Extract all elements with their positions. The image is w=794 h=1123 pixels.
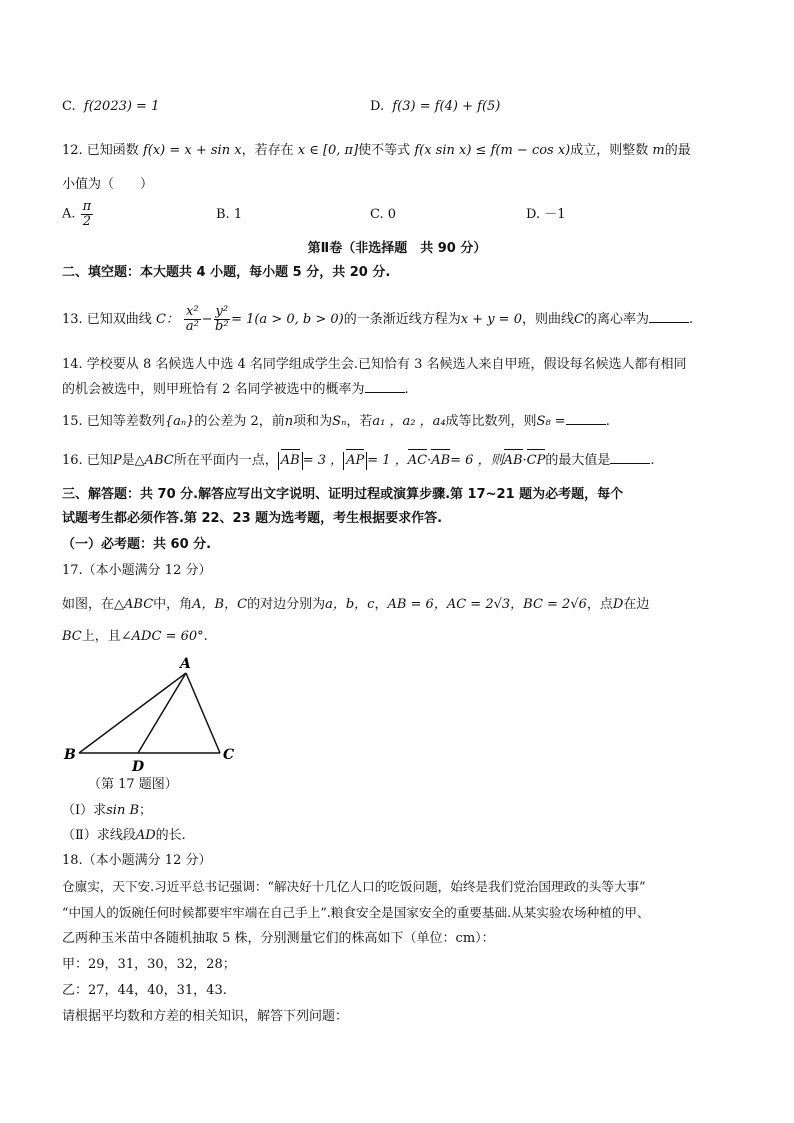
math-var: Sₙ [332, 414, 347, 429]
q12-line1 [62, 142, 691, 160]
denominator: a² [185, 319, 199, 334]
q14-line1: 14. 学校要从 8 名候选人中选 4 名同学组成学生会.已知恰有 3 名候选人来自甲班，假设每名候选人都有相同 [62, 357, 687, 372]
q11-option-c [62, 98, 159, 116]
text: 16. 已知 [62, 453, 113, 468]
math-expr: sin B [106, 803, 140, 818]
text: 成等比数列，则 [445, 414, 537, 429]
math-expr: a₁ ，a₂ ，a₄ [372, 414, 446, 429]
label-d: D [132, 759, 145, 775]
q18-line5: 乙：27，44，40，31，43. [62, 983, 227, 998]
text: 中，角 [153, 597, 193, 612]
math-var: D [612, 597, 624, 612]
text: 的最 [664, 143, 691, 158]
q12-option-c: C. 0 [370, 207, 397, 222]
answer-blank [649, 310, 689, 323]
text: ， [374, 597, 388, 612]
q11-option-d [370, 98, 500, 116]
text: 使不等式 [358, 143, 411, 158]
math-expr: a，b，c [325, 597, 375, 612]
denominator: b² [215, 319, 229, 334]
text: ； [139, 803, 153, 818]
q18-line1: 仓廪实，天下安.习近平总书记强调：“解决好十几亿人口的吃饭问题，始终是我们党治国理政的头等大事” [62, 879, 646, 894]
text: 12. 已知函数 [62, 143, 139, 158]
math-var: P [112, 453, 122, 468]
text: 15. 已知等差数列 [62, 414, 165, 429]
text: （Ⅱ）求线段 [62, 828, 136, 843]
text: 是 [121, 453, 135, 468]
text: 的长. [155, 828, 186, 843]
text: 的最大值是 [545, 453, 611, 468]
text: ，若存在 [241, 143, 294, 158]
section2-heading: 二、填空题：本大题共 4 小题，每小题 5 分，共 20 分. [62, 265, 391, 280]
segment-ad [138, 673, 186, 753]
math-expr: △ABC [134, 453, 174, 468]
q17-line1 [62, 596, 649, 614]
text: 成立，则整数 [570, 143, 649, 158]
vector: AB [503, 453, 523, 468]
q17-header: 17.（本小题满分 12 分） [62, 563, 212, 578]
option-label: A. [62, 206, 76, 222]
math-expr: x ∈ [0, π] [297, 143, 359, 158]
q15: 15. 已知等差数列{aₙ}的公差为 2，前n项和为Sₙ，若a₁ ，a₂ ，a₄成等比数列，则S₈ = . [62, 414, 610, 429]
numerator: π [82, 199, 92, 214]
math-expr: ，AC = 2√3 [433, 597, 511, 612]
text: 项和为 [293, 414, 333, 429]
part2-title: 第Ⅱ卷（非选择题 共 90 分） [307, 241, 487, 256]
text: 上，且 [81, 629, 121, 644]
side-ac [186, 673, 220, 753]
option-expr: f(3) = f(4) + f(5) [392, 99, 501, 114]
q17-figure-caption: （第 17 题图） [88, 777, 178, 792]
q17-line2 [62, 628, 208, 646]
text: 的离心率为 [583, 312, 649, 327]
math-expr: = 1(a > 0, b > 0) [231, 312, 344, 327]
answer-blank [566, 412, 606, 425]
math-expr: = 6 ，则 [450, 453, 504, 468]
section3-heading-line1: 三、解答题：共 70 分.解答应写出文字说明、证明过程或演算步骤.第 17~21 题为必考题，每个 [62, 487, 624, 502]
numerator: y² [215, 304, 229, 319]
q12-option-a [62, 200, 94, 229]
q17-part2 [62, 827, 186, 845]
label-a: A [180, 656, 191, 672]
math-var: AD [135, 828, 156, 843]
dot-operator: · [427, 453, 432, 468]
section3-heading-line2: 试题考生都必须作答.第 22、23 题为选考题，考生根据要求作答. [62, 511, 443, 526]
math-var: C [574, 312, 584, 327]
math-var: BC [62, 629, 82, 644]
denominator: 2 [82, 214, 92, 229]
vector: AB [431, 453, 451, 468]
q12-option-b: B. 1 [216, 207, 243, 222]
math-expr: f(x sin x) ≤ f(m − cos x) [414, 143, 571, 158]
math-var: n [284, 414, 294, 429]
q18-line6: 请根据平均数和方差的相关知识，解答下列问题： [62, 1009, 349, 1024]
q17-part1 [62, 802, 152, 820]
text: 在边 [623, 597, 650, 612]
math-expr: = 1 ， [367, 453, 408, 468]
math-expr: = 3 ， [302, 453, 344, 468]
vector: AP [346, 453, 365, 468]
abs-value [343, 452, 367, 470]
math-expr: S₈ = [536, 414, 566, 429]
math-expr: ，BC = 2√6 [510, 597, 587, 612]
text: ，则曲线 [521, 312, 574, 327]
math-expr: x + y = 0 [460, 312, 522, 327]
vector: AC [407, 453, 428, 468]
q16: 16. 已知P是△ABC所在平面内一点， AB = 3 ， AP = 1 ，AC·AB= 6 ，则AB·CP的最大值是 . [62, 453, 655, 468]
math-var: C： [155, 312, 179, 327]
side-ba [79, 673, 186, 753]
q12-line2: 小值为（ ） [62, 177, 154, 192]
q12-option-d: D. －1 [526, 207, 566, 222]
text: 的公差为 2，前 [194, 414, 285, 429]
text: 13. 已知双曲线 [62, 312, 152, 327]
text: ，若 [346, 414, 373, 429]
text: . [203, 629, 208, 644]
sub-heading: （一）必考题：共 60 分. [62, 537, 212, 552]
q18-line3: 乙两种玉米苗中各随机抽取 5 株，分别测量它们的株高如下（单位：cm）： [62, 931, 495, 946]
math-expr: AB = 6 [387, 597, 434, 612]
label-c: C [223, 747, 235, 763]
fraction [81, 200, 94, 229]
dot-operator: · [522, 453, 527, 468]
q18-line4: 甲：29，31，30，32，28； [62, 957, 236, 972]
text: ，点 [586, 597, 613, 612]
q17-triangle-figure [60, 652, 250, 777]
text: 如图，在 [62, 597, 115, 612]
label-b: B [64, 747, 76, 763]
abs-value [278, 452, 303, 470]
answer-blank [610, 451, 650, 464]
answer-blank [365, 380, 405, 393]
text: 所在平面内一点， [173, 453, 278, 468]
vector: CP [526, 453, 546, 468]
option-expr: f(2023) = 1 [83, 99, 160, 114]
text: 的对边分别为 [247, 597, 326, 612]
text: （Ⅰ）求 [62, 803, 107, 818]
fraction-y [214, 305, 231, 334]
text: 的机会被选中，则甲班恰有 2 名同学被选中的概率为 [62, 382, 365, 397]
text: 的一条渐近线方程为 [343, 312, 461, 327]
option-label: D. [370, 99, 385, 114]
math-expr: △ABC [114, 597, 154, 612]
math-expr: A，B，C [192, 597, 248, 612]
vector: AB [280, 453, 300, 468]
math-expr: ∠ADC = 60° [120, 629, 204, 644]
q13: 13. 已知双曲线 C： $\frac{\text{x²}}{\text{a²}}$ − $\frac{\text{y²}}{\text{b²}}$ = 1(a > 0, b > 0)的一条渐近线方程为x + y = 0，则曲线C的离心率为 . [62, 304, 694, 334]
option-label: C. [62, 99, 76, 114]
q18-line2: “中国人的饭碗任何时候都要牢牢端在自己手上”.粮食安全是国家安全的重要基础.从某实验农场种植的甲、 [62, 905, 650, 920]
q18-header: 18.（本小题满分 12 分） [62, 853, 212, 868]
numerator: x² [186, 304, 199, 319]
q14-line2: 的机会被选中，则甲班恰有 2 名同学被选中的概率为 . [62, 382, 409, 397]
fraction-x [184, 305, 201, 334]
math-expr: {aₙ} [164, 414, 195, 429]
math-var: m [652, 143, 665, 158]
math-expr: f(x) = x + sin x [142, 143, 242, 158]
